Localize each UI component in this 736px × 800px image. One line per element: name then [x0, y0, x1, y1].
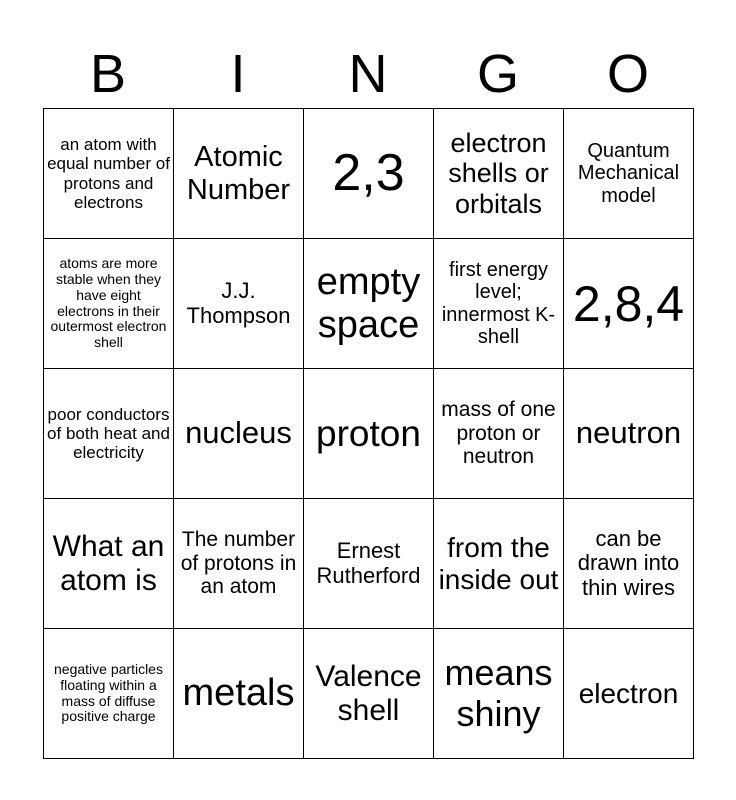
- header-letter-i: I: [230, 44, 246, 104]
- bingo-cell[interactable]: J.J. Thompson: [174, 239, 304, 369]
- header-letter-b: B: [89, 44, 127, 104]
- bingo-cell[interactable]: atoms are more stable when they have eight electrons in their outermost electron shell: [44, 239, 174, 369]
- bingo-cell[interactable]: mass of one proton or neutron: [434, 369, 564, 499]
- bingo-cell[interactable]: The number of protons in an atom: [174, 499, 304, 629]
- bingo-cell[interactable]: 2,8,4: [564, 239, 694, 369]
- bingo-cell[interactable]: means shiny: [434, 629, 564, 759]
- bingo-cell[interactable]: empty space: [304, 239, 434, 369]
- bingo-header: [43, 44, 693, 104]
- bingo-cell[interactable]: proton: [304, 369, 434, 499]
- bingo-cell[interactable]: negative particles floating within a mass of diffuse positive charge: [44, 629, 174, 759]
- bingo-cell[interactable]: nucleus: [174, 369, 304, 499]
- bingo-card-grid: [43, 108, 694, 759]
- grid-row: [44, 499, 694, 629]
- bingo-cell[interactable]: Quantum Mechanical model: [564, 109, 694, 239]
- bingo-cell[interactable]: 2,3: [304, 109, 434, 239]
- bingo-cell[interactable]: from the inside out: [434, 499, 564, 629]
- bingo-cell[interactable]: neutron: [564, 369, 694, 499]
- bingo-cell[interactable]: electron: [564, 629, 694, 759]
- bingo-cell[interactable]: Atomic Number: [174, 109, 304, 239]
- grid-row: [44, 109, 694, 239]
- bingo-cell[interactable]: electron shells or orbitals: [434, 109, 564, 239]
- bingo-cell[interactable]: Valence shell: [304, 629, 434, 759]
- header-letter-o: O: [606, 44, 649, 104]
- grid-row: [44, 239, 694, 369]
- bingo-cell[interactable]: poor conductors of both heat and electricity: [44, 369, 174, 499]
- bingo-cell[interactable]: What an atom is: [44, 499, 174, 629]
- grid-row: [44, 629, 694, 759]
- bingo-cell[interactable]: Ernest Rutherford: [304, 499, 434, 629]
- bingo-cell[interactable]: can be drawn into thin wires: [564, 499, 694, 629]
- bingo-cell[interactable]: an atom with equal number of protons and electrons: [44, 109, 174, 239]
- bingo-cell[interactable]: first energy level; innermost K- shell: [434, 239, 564, 369]
- grid-row: [44, 369, 694, 499]
- header-letter-g: G: [476, 44, 519, 104]
- header-letter-n: N: [348, 44, 388, 104]
- bingo-cell[interactable]: metals: [174, 629, 304, 759]
